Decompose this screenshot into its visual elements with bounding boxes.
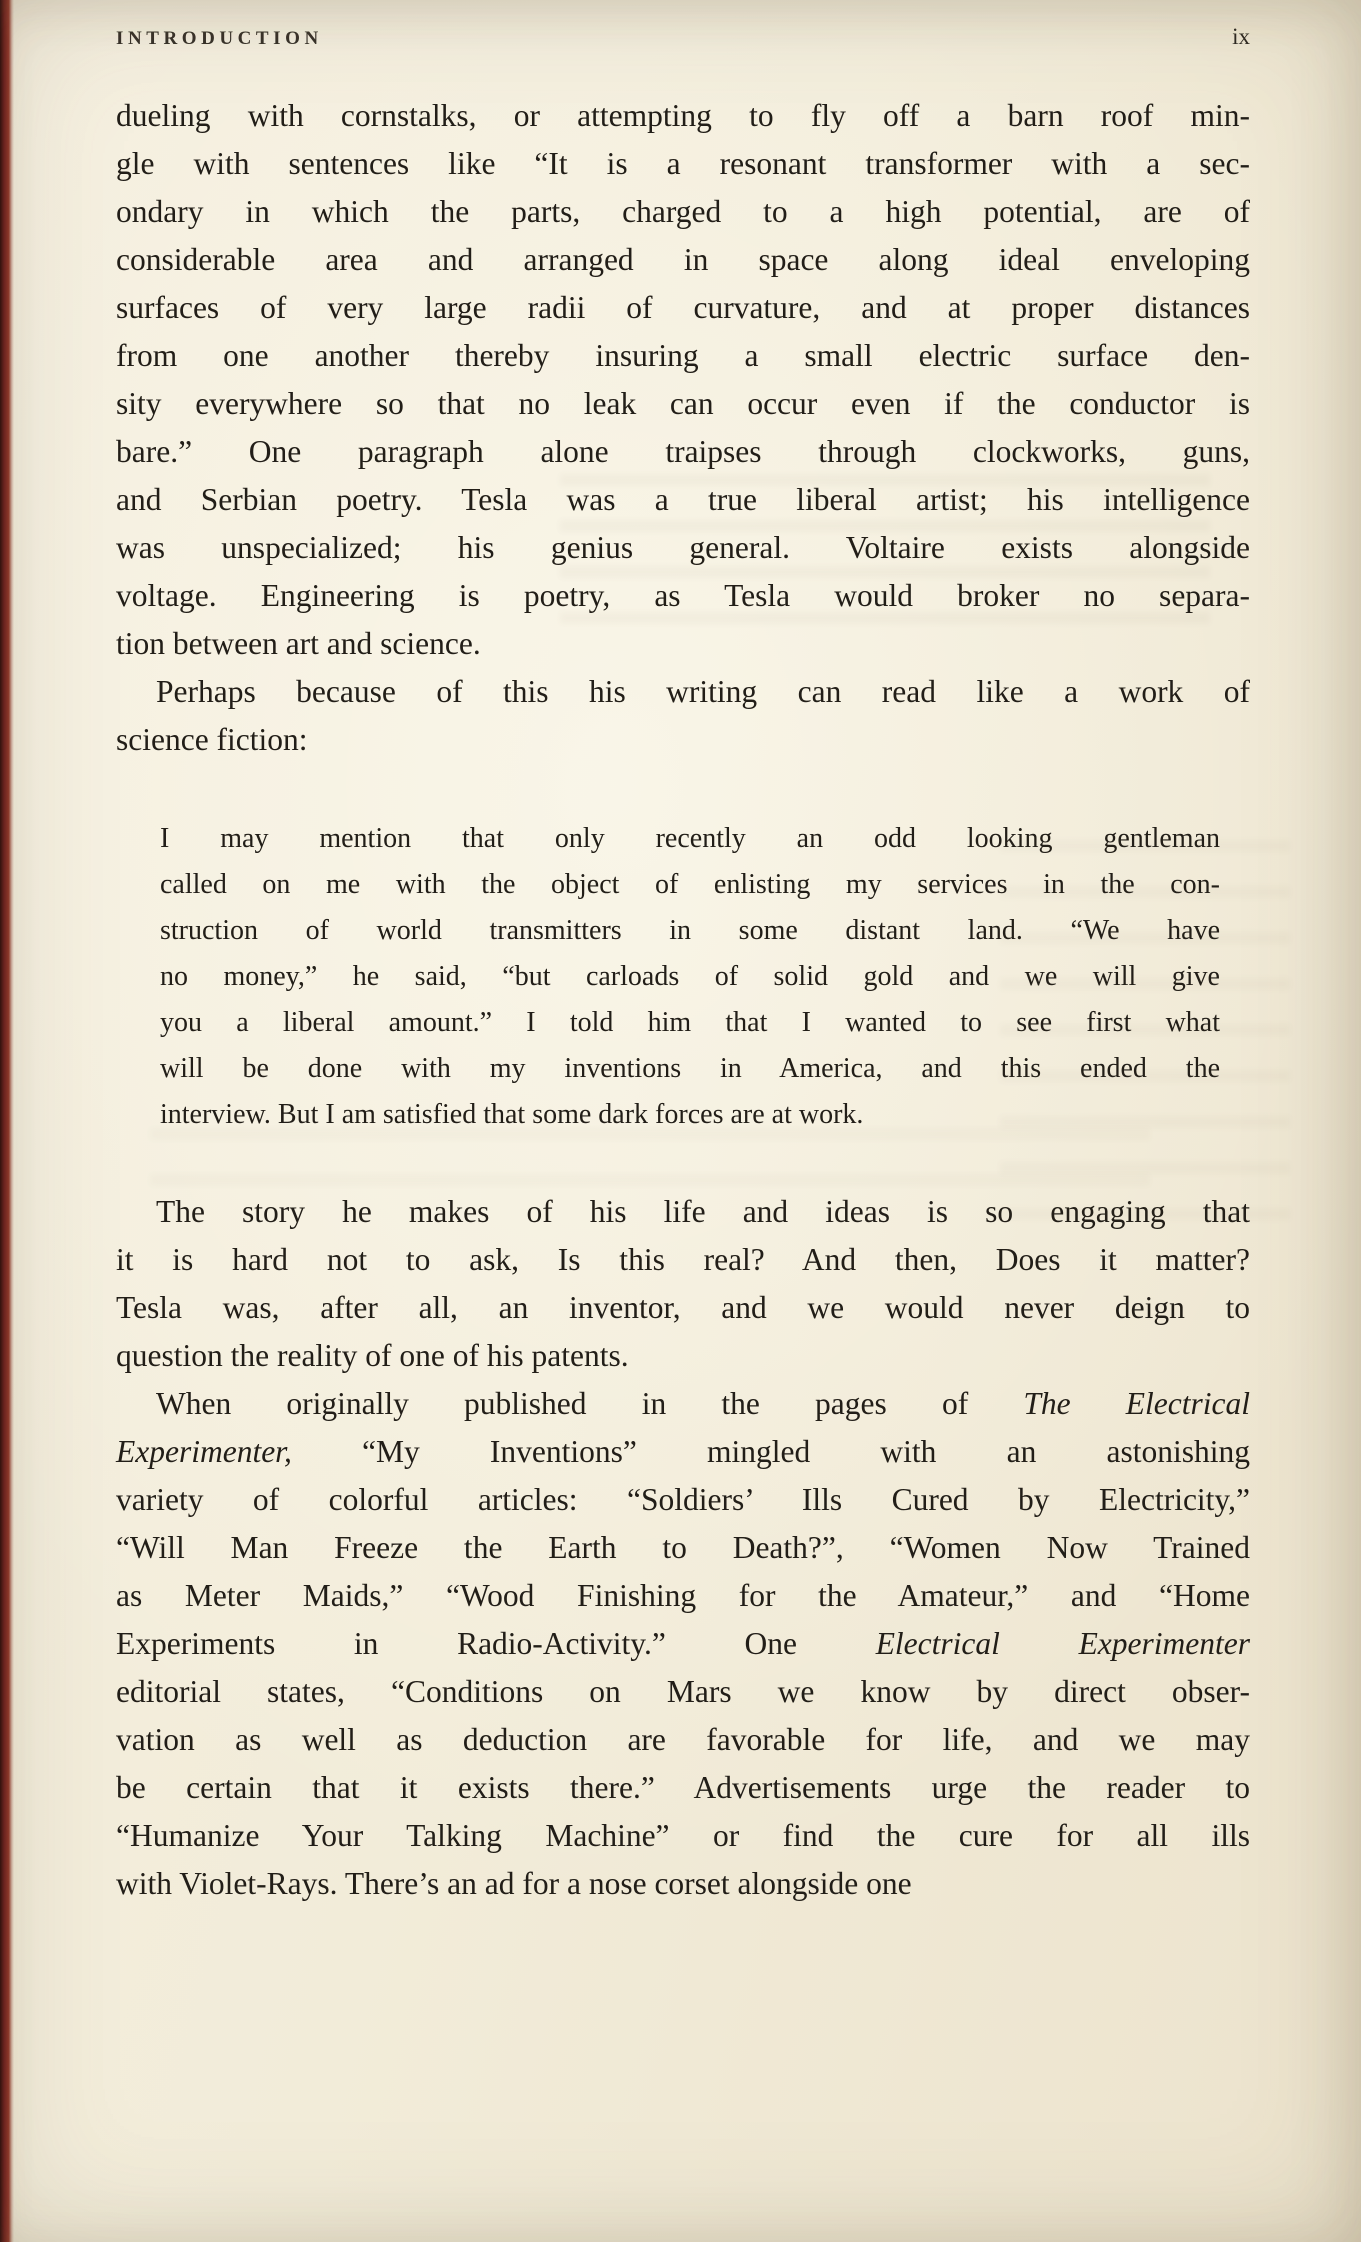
- text-segment: ondary in which the parts, charged to a high potential, are of: [116, 194, 1250, 229]
- text-line: [160, 862, 1220, 908]
- text-segment: considerable area and arranged in space along ideal enveloping: [116, 242, 1250, 277]
- text-segment: tion between art and science.: [116, 626, 481, 661]
- text-line: [160, 816, 1220, 862]
- text-segment: struction of world transmitters in some distant land. “We have: [160, 915, 1220, 946]
- text-line: [116, 1860, 1250, 1908]
- page-body: [116, 92, 1250, 1908]
- text-line: [116, 380, 1250, 428]
- body-paragraph: [116, 1380, 1250, 1908]
- text-segment: question the reality of one of his patents.: [116, 1338, 629, 1373]
- text-segment: science fiction:: [116, 722, 308, 757]
- text-segment: variety of colorful articles: “Soldiers’ Ills Cured by Electricity,”: [116, 1482, 1250, 1517]
- block-quote: [160, 816, 1220, 1138]
- text-line: [116, 428, 1250, 476]
- text-line: [116, 92, 1250, 140]
- text-line: [116, 1284, 1250, 1332]
- text-line: [160, 1000, 1220, 1046]
- text-line: [116, 1236, 1250, 1284]
- italic-text: The Electrical: [1023, 1386, 1250, 1421]
- text-line: [116, 572, 1250, 620]
- text-segment: vation as well as deduction are favorable for life, and we may: [116, 1722, 1250, 1757]
- text-line: [116, 1764, 1250, 1812]
- text-line: [160, 908, 1220, 954]
- body-paragraph: [116, 1188, 1250, 1380]
- text-segment: Perhaps because of this his writing can read like a work of: [156, 674, 1250, 709]
- text-line: [116, 284, 1250, 332]
- book-spine-edge: [0, 0, 14, 2242]
- text-segment: was unspecialized; his genius general. Voltaire exists alongside: [116, 530, 1250, 565]
- text-line: [116, 1668, 1250, 1716]
- text-segment: Experiments in Radio-Activity.” One: [116, 1626, 876, 1661]
- text-line: [116, 188, 1250, 236]
- italic-text: Electrical Experimenter: [875, 1626, 1251, 1661]
- text-segment: dueling with cornstalks, or attempting to fly off a barn roof min-: [116, 98, 1250, 133]
- text-line: [116, 1524, 1250, 1572]
- italic-text: Experimenter,: [116, 1434, 292, 1469]
- text-segment: it is hard not to ask, Is this real? And then, Does it matter?: [116, 1242, 1250, 1277]
- text-segment: with Violet-Rays. There’s an ad for a nose corset alongside one: [116, 1866, 912, 1901]
- text-line: [116, 1620, 1250, 1668]
- text-line: [116, 476, 1250, 524]
- text-line: [116, 668, 1250, 716]
- text-line: [116, 1428, 1250, 1476]
- text-segment: sity everywhere so that no leak can occur even if the conductor is: [116, 386, 1250, 421]
- text-line: [160, 1046, 1220, 1092]
- text-segment: as Meter Maids,” “Wood Finishing for the Amateur,” and “Home: [116, 1578, 1250, 1613]
- text-line: [116, 1812, 1250, 1860]
- text-line: [116, 620, 1250, 668]
- text-segment: from one another thereby insuring a small electric surface den-: [116, 338, 1250, 373]
- text-line: [116, 716, 1250, 764]
- text-segment: you a liberal amount.” I told him that I wanted to see first what: [160, 1007, 1220, 1038]
- text-line: [116, 1572, 1250, 1620]
- text-segment: surfaces of very large radii of curvature, and at proper distances: [116, 290, 1250, 325]
- text-line: [116, 524, 1250, 572]
- body-paragraph: [116, 92, 1250, 668]
- text-line: [116, 1476, 1250, 1524]
- text-segment: Tesla was, after all, an inventor, and we would never deign to: [116, 1290, 1250, 1325]
- text-line: [116, 1188, 1250, 1236]
- text-segment: and Serbian poetry. Tesla was a true liberal artist; his intelligence: [116, 482, 1250, 517]
- text-segment: interview. But I am satisfied that some dark forces are at work.: [160, 1099, 864, 1130]
- text-segment: The story he makes of his life and ideas is so engaging that: [156, 1194, 1250, 1229]
- text-line: [116, 1716, 1250, 1764]
- text-segment: voltage. Engineering is poetry, as Tesla would broker no separa-: [116, 578, 1250, 613]
- text-segment: called on me with the object of enlisting my services in the con-: [160, 869, 1220, 900]
- text-line: [160, 1092, 1220, 1138]
- text-line: [116, 332, 1250, 380]
- text-line: [116, 1332, 1250, 1380]
- text-segment: bare.” One paragraph alone traipses through clockworks, guns,: [116, 434, 1250, 469]
- page-number: ix: [1232, 24, 1250, 49]
- text-segment: “Humanize Your Talking Machine” or find the cure for all ills: [116, 1818, 1250, 1853]
- text-segment: I may mention that only recently an odd looking gentleman: [160, 823, 1220, 854]
- text-line: [116, 1380, 1250, 1428]
- running-title: INTRODUCTION: [116, 28, 323, 49]
- text-segment: no money,” he said, “but carloads of solid gold and we will give: [160, 961, 1220, 992]
- text-line: [160, 954, 1220, 1000]
- text-segment: “Will Man Freeze the Earth to Death?”, “Women Now Trained: [116, 1530, 1250, 1565]
- text-segment: gle with sentences like “It is a resonant transformer with a sec-: [116, 146, 1250, 181]
- text-segment: When originally published in the pages of: [156, 1386, 1024, 1421]
- text-line: [116, 140, 1250, 188]
- text-segment: “My Inventions” mingled with an astonishing: [291, 1434, 1250, 1469]
- text-segment: will be done with my inventions in America, and this ended the: [160, 1053, 1220, 1084]
- body-paragraph: [116, 668, 1250, 764]
- text-segment: editorial states, “Conditions on Mars we know by direct obser-: [116, 1674, 1250, 1709]
- text-segment: be certain that it exists there.” Advertisements urge the reader to: [116, 1770, 1250, 1805]
- text-line: [116, 236, 1250, 284]
- page-header: [116, 24, 1250, 50]
